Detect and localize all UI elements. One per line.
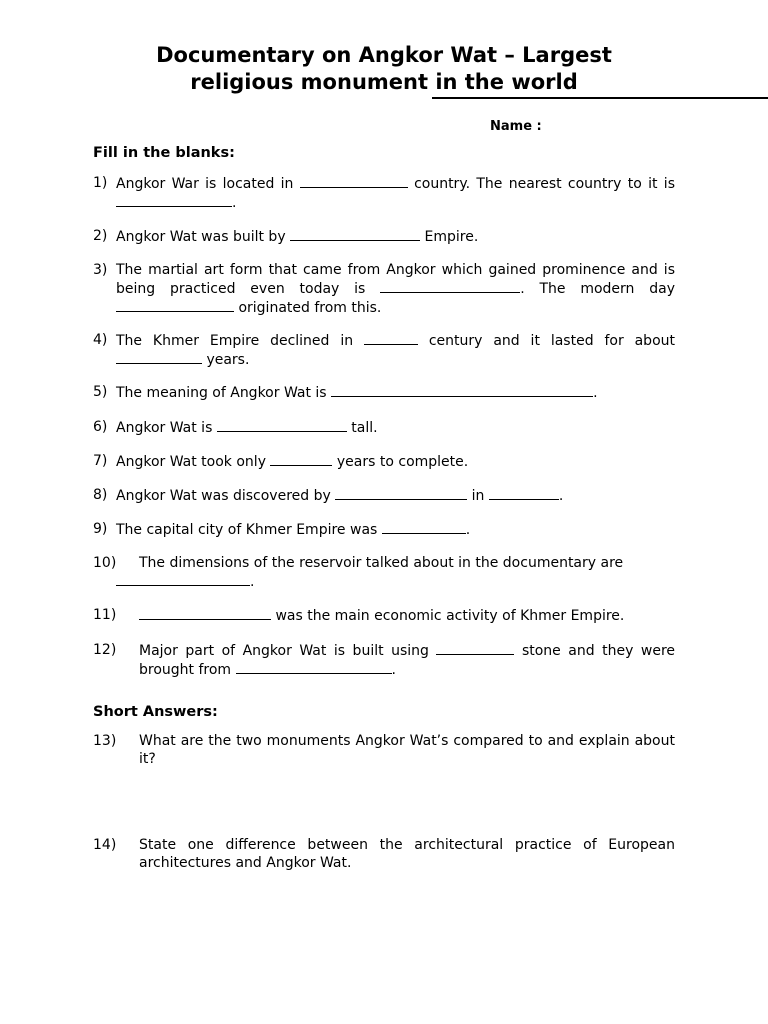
question-14: 14) State one difference between the architectural practice of European architectures and Angkor Wat. [93,837,675,871]
answer-blank[interactable] [116,193,232,207]
answer-blank[interactable] [236,660,392,674]
question-number: 11) [93,607,117,623]
question-number: 14) [93,837,117,853]
question-9: 9) The capital city of Khmer Empire was . [93,521,471,538]
answer-blank[interactable] [116,298,234,312]
question-1: 1) Angkor War is located in country. The nearest country to it is . [93,175,675,211]
answer-blank[interactable] [116,572,250,586]
question-8: 8) Angkor Wat was discovered by in . [93,487,564,504]
question-7: 7) Angkor Wat took only years to complete. [93,453,469,470]
question-2: 2) Angkor Wat was built by Empire. [93,228,479,245]
page-title [0,42,768,96]
title-line-2: religious monument in the world [190,70,578,94]
question-4: 4) The Khmer Empire declined in century and it lasted for about years. [93,332,675,368]
question-number: 2) [93,228,108,244]
question-number: 5) [93,384,108,400]
question-12: 12) Major part of Angkor Wat is built using stone and they were brought from . [93,642,676,678]
question-number: 1) [93,175,108,191]
answer-blank[interactable] [364,331,418,345]
question-6: 6) Angkor Wat is tall. [93,419,378,436]
answer-blank[interactable] [382,520,466,534]
question-5: 5) The meaning of Angkor Wat is . [93,384,598,401]
question-number: 3) [93,262,108,278]
answer-blank[interactable] [290,227,420,241]
answer-blank[interactable] [335,486,467,500]
answer-blank[interactable] [489,486,559,500]
answer-blank[interactable] [380,279,520,293]
answer-blank[interactable] [300,174,408,188]
short-answers-heading: Short Answers: [93,704,218,720]
answer-blank[interactable] [217,418,347,432]
header-rule [432,97,768,99]
question-number: 12) [93,642,117,658]
question-number: 13) [93,733,117,749]
question-number: 7) [93,453,108,469]
title-line-1: Documentary on Angkor Wat – Largest [156,43,612,67]
answer-blank[interactable] [436,641,514,655]
question-10: 10) The dimensions of the reservoir talked about in the documentary are . [93,555,624,590]
answer-blank[interactable] [331,383,593,397]
question-number: 9) [93,521,108,537]
name-label: Name : [490,119,542,134]
question-11: 11) was the main economic activity of Khmer Empire. [93,607,625,624]
answer-blank[interactable] [116,350,202,364]
question-number: 8) [93,487,108,503]
question-number: 10) [93,555,117,571]
question-number: 6) [93,419,108,435]
question-13: 13) What are the two monuments Angkor Wat’s compared to and explain about it? [93,733,675,767]
question-3: 3) The martial art form that came from Angkor which gained prominence and is being practiced even today is . The modern day originated from this. [93,262,675,316]
answer-blank[interactable] [270,452,332,466]
answer-blank[interactable] [139,606,271,620]
question-number: 4) [93,332,108,348]
fill-in-blanks-heading: Fill in the blanks: [93,145,235,161]
